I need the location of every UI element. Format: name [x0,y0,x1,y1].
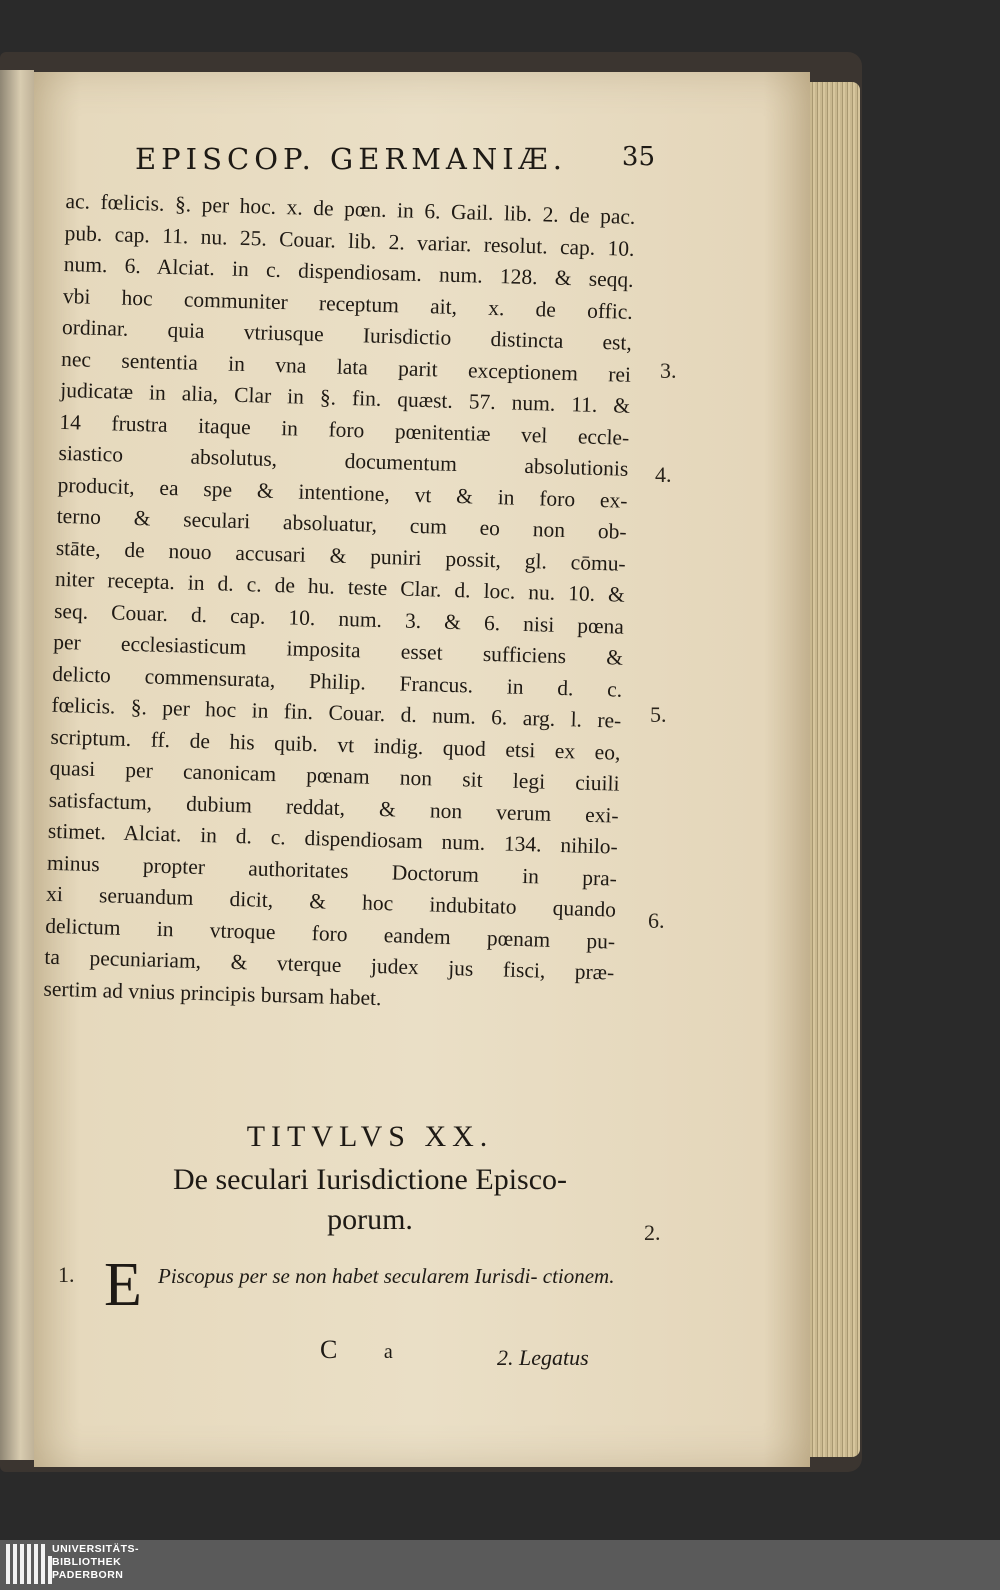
text-line: sertim ad vnius principis bursam habet. [43,976,382,1010]
text-line: stāte, de nouo accusari & puniri possit, gl. cōmu- [55,535,627,576]
signature-letter: C [320,1335,338,1364]
running-title: EPISCOP. GERMANIÆ. [135,142,567,176]
library-name [52,1543,139,1582]
text-line: per ecclesiasticum imposita esset sufficiens & [52,629,624,670]
text-line: ac. fœlicis. §. per hoc. x. de pœn. in 6. Gail. lib. 2. de pac. [65,188,636,229]
lead-summary: Piscopus per se non habet secularem Iurisdi- ctionem. [158,1264,615,1288]
text-line: pub. cap. 11. nu. 25. Couar. lib. 2. variar. resolut. cap. 10. [64,220,635,261]
drop-initial: E [104,1251,142,1319]
library-name-line: UNIVERSITÄTS- [52,1543,140,1555]
facing-page-edge [0,70,34,1460]
catchword: 2. Legatus [497,1345,589,1370]
margin-number: 4. [655,462,672,487]
signature-sub: a [383,1341,393,1363]
text-line: nec sententia in vna lata parit exceptionem rei [60,346,632,387]
page-number: 35 [621,142,655,172]
margin-number: 5. [650,702,667,727]
text-line: minus propter authoritates Doctorum in pra- [46,850,618,891]
running-header [135,142,655,176]
text-line: judicatæ in alia, Clar in §. fin. quæst. 57. num. 11. & [59,377,631,418]
text-line: quasi per canonicam pœnam non sit legi ciuili [49,755,620,796]
text-line: 14 frustra itaque in foro pœnitentiæ vel eccle- [59,409,630,450]
text-line: ordinar. quia vtriusque Iurisdictio distincta est, [61,314,633,355]
library-name-line: PADERBORN [52,1569,124,1581]
margin-number: 6. [648,908,665,933]
section-subtitle-line: porum. [327,1203,413,1236]
text-line: stimet. Alciat. in d. c. dispendiosam num. 134. nihilo- [47,818,619,859]
text-line: vbi hoc communiter receptum ait, x. de offic. [62,283,634,324]
text-line: scriptum. ff. de his quib. vt indig. quod etsi ex eo, [50,724,621,765]
margin-number: 3. [660,358,677,383]
text-line: ta pecuniariam, & vterque judex jus fisci, præ- [44,944,615,985]
text-line: xi seruandum dicit, & hoc indubitato quando [45,881,617,922]
text-line: niter recepta. in d. c. de hu. teste Clar. d. loc. nu. 10. & [54,566,626,607]
text-line: producit, ea spe & intentione, vt & in foro ex- [57,472,628,513]
library-logo-icon [6,1544,52,1584]
text-line: num. 6. Alciat. in c. dispendiosam. num. 128. & seqq. [63,251,634,292]
text-line: delicto commensurata, Philip. Francus. in d. c. [52,661,623,702]
signature-mark [320,1335,393,1365]
margin-number: 2. [644,1220,661,1245]
library-footer [0,1540,1000,1590]
text-line: terno & seculari absoluatur, cum eo non ob- [56,503,627,544]
library-name-line: BIBLIOTHEK [52,1556,122,1568]
section-subtitle [110,1160,630,1240]
margin-number: 1. [58,1262,75,1287]
text-line: fœlicis. §. per hoc in fin. Couar. d. num. 6. arg. l. re- [51,692,622,733]
body-text [43,186,636,1021]
section-subtitle-line: De seculari Iurisdictione Episco- [172,1163,568,1196]
text-line: delictum in vtroque foro eandem pœnam pu- [45,913,616,954]
text-line: seq. Couar. d. cap. 10. num. 3. & 6. nisi pœna [53,598,625,639]
section-heading: TITVLVS XX. [246,1120,494,1153]
page-edges [810,82,860,1457]
text-line: satisfactum, dubium reddat, & non verum exi- [48,787,619,828]
text-line: siastico absolutus, documentum absolutionis [58,440,629,481]
